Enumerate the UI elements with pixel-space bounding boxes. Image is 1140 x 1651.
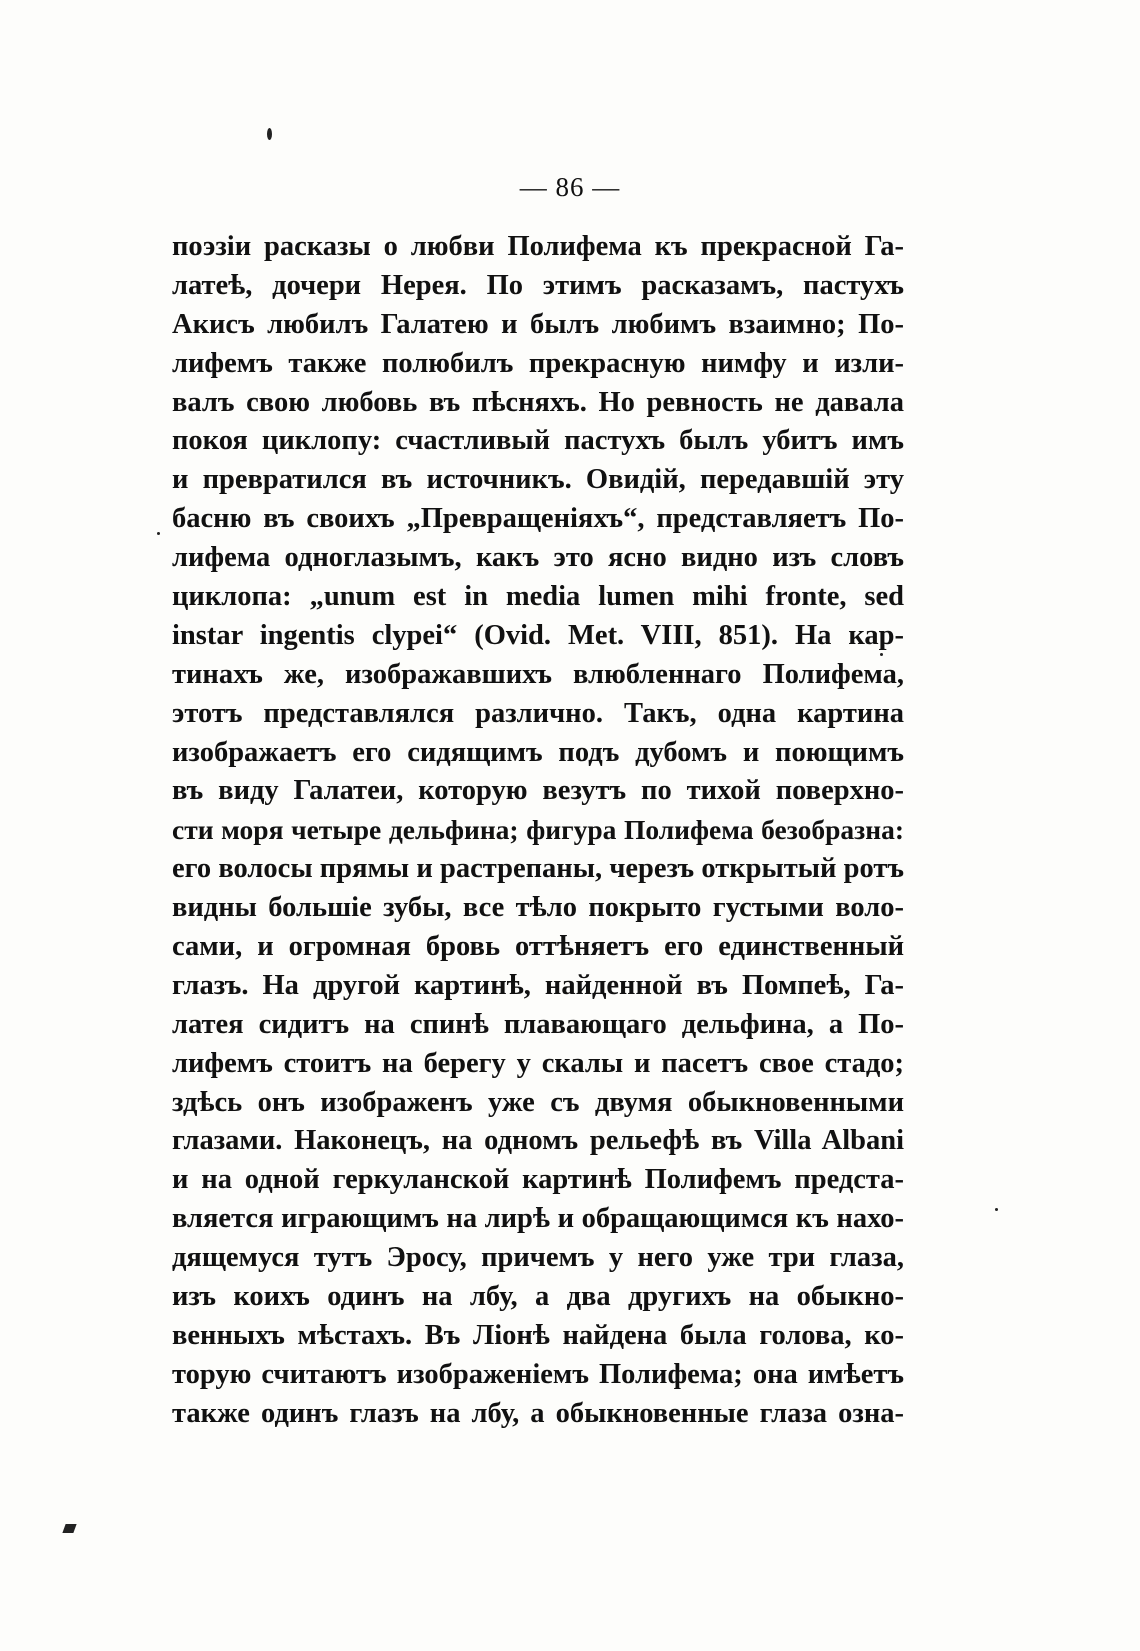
text-line: изображаетъ его сидящимъ подъ дубомъ и поющимъ <box>172 736 904 768</box>
text-line: глазъ. На другой картинѣ, найденной въ Помпеѣ, Га- <box>172 969 904 1001</box>
text-line: изъ коихъ одинъ на лбу, а два другихъ на обыкно- <box>172 1281 904 1313</box>
text-line: валъ свою любовь въ пѣсняхъ. Но ревность не давала <box>172 386 904 418</box>
text-line: его волосы прямы и растрепаны, черезъ открытый ротъ <box>172 853 904 885</box>
text-line: венныхъ мѣстахъ. Въ Ліонѣ найдена была голова, ко- <box>172 1319 904 1351</box>
text-line: видны большіе зубы, все тѣло покрыто густыми воло- <box>172 892 904 924</box>
text-line: поэзіи расказы о любви Полифема къ прекрасной Га- <box>172 231 904 262</box>
text-line: лифемъ также полюбилъ прекрасную нимфу и изли- <box>172 347 904 379</box>
ink-speck <box>995 1208 998 1211</box>
text-line: instar ingentis clypei“ (Ovid. Met. VIII, 851). На кар- <box>172 619 904 651</box>
text-line: лифема одноглазымъ, какъ это ясно видно изъ словъ <box>172 542 904 574</box>
text-line: тинахъ же, изображавшихъ влюбленнаго Полифема, <box>172 658 904 690</box>
text-line: сами, и огромная бровь оттѣняетъ его единственный <box>172 931 904 963</box>
text-line: и превратился въ источникъ. Овидій, передавшій эту <box>172 464 904 496</box>
text-line: глазами. Наконецъ, на одномъ рельефѣ въ Villa Albani <box>172 1125 904 1157</box>
text-line: этотъ представлялся различно. Такъ, одна картина <box>172 697 904 729</box>
text-line: покоя циклопу: счастливый пастухъ былъ убитъ имъ <box>172 425 904 457</box>
body-text <box>172 228 904 1434</box>
text-line: вляется играющимъ на лирѣ и обращающимся къ нахо- <box>172 1203 904 1235</box>
ink-speck <box>267 128 272 140</box>
page-number: — 86 — <box>519 172 621 202</box>
text-line: въ виду Галатеи, которую везутъ по тихой поверхно- <box>172 775 904 807</box>
text-line: и на одной геркуланской картинѣ Полифемъ предста- <box>172 1164 904 1196</box>
ink-speck <box>157 532 160 535</box>
text-line: Акисъ любилъ Галатею и былъ любимъ взаимно; По- <box>172 308 904 340</box>
text-line: циклопа: „unum est in media lumen mihi fronte, sed <box>172 581 904 613</box>
text-line: сти моря четыре дельфина; фигура Полифема безобразна: <box>172 814 904 846</box>
text-line: басню въ своихъ „Превращеніяхъ“, представляетъ По- <box>172 503 904 535</box>
text-line: латея сидитъ на спинѣ плавающаго дельфина, а По- <box>172 1008 904 1040</box>
text-line: лифемъ стоитъ на берегу у скалы и пасетъ свое стадо; <box>172 1047 904 1079</box>
text-line: латеѣ, дочери Нерея. По этимъ расказамъ, пастухъ <box>172 269 904 301</box>
text-line: торую считаютъ изображеніемъ Полифема; она имѣетъ <box>172 1358 904 1390</box>
text-line: также одинъ глазъ на лбу, а обыкновенные глаза озна- <box>172 1397 904 1429</box>
text-line: здѣсь онъ изображенъ уже съ двумя обыкновенными <box>172 1086 904 1118</box>
text-line: дящемуся тутъ Эросу, причемъ у него уже три глаза, <box>172 1242 904 1274</box>
ink-speck <box>62 1524 76 1533</box>
